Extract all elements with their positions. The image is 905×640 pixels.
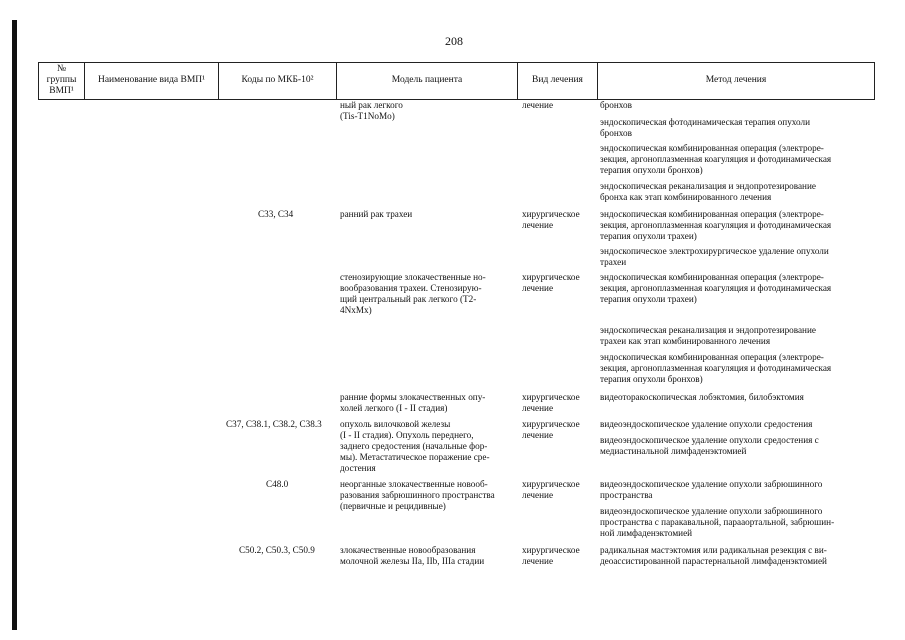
header-top-rule — [38, 62, 875, 63]
method-item: бронхов — [600, 100, 632, 110]
header-model: Модель пациента — [391, 75, 463, 85]
type-cell: хирургическое лечение — [522, 545, 580, 566]
model-cell: опухоль вилочковой железы (I - II стадия). Опухоль переднего, заднего средостения (начальные фор- мы). Метастатическое поражение сре- достения — [340, 419, 490, 473]
type-cell: хирургическое лечение — [522, 272, 580, 293]
method-item: эндоскопическая фотодинамическая терапия опухоли бронхов — [600, 117, 811, 138]
codes-cell: C37, C38.1, C38.2, C38.3 — [226, 419, 322, 429]
type-cell: хирургическое лечение — [522, 392, 580, 413]
header-group: № группы ВМП¹ — [46, 64, 77, 96]
header-name: Наименование вида ВМП¹ — [97, 75, 206, 85]
model-cell: стенозирующие злокачественные но- вообразования трахеи. Стенозирую- щий центральный рак легкого (T2- 4NxMx) — [340, 272, 486, 315]
type-cell: хирургическое лечение — [522, 209, 580, 230]
model-cell: неорганные злокачественные новооб- разования забрюшинного пространства (первичные и рецидивные) — [340, 479, 495, 511]
method-item: видеоэндоскопическое удаление опухоли забрюшинного пространства с паракавальной, парааортальной, забрюшин- ной лимфаденэктомией — [600, 506, 835, 538]
method-item: радикальная мастэктомия или радикальная резекция с ви- деоассистированной парастернальной лимфаденэктомией — [600, 545, 827, 566]
method-item: эндоскопическая комбинированная операция (электроре- зекция, аргоноплазменная коагуляция и фотодинамическая терапия опухоли бронхов) — [600, 352, 832, 384]
left-margin-bar — [12, 20, 17, 630]
method-item: эндоскопическая реканализация и эндопротезирование бронха как этап комбинированного лечения — [600, 181, 816, 202]
method-item: эндоскопическая комбинированная операция (электроре- зекция, аргоноплазменная коагуляция и фотодинамическая терапия опухоли трахеи) — [600, 209, 832, 241]
col-divider — [874, 62, 875, 100]
type-cell: хирургическое лечение — [522, 479, 580, 500]
method-item: видеоэндоскопическое удаление опухоли средостения — [600, 419, 813, 429]
header-method: Метод лечения — [705, 75, 767, 85]
method-item: видеоэндоскопическое удаление опухоли средостения с медиастинальной лимфаденэктомией — [600, 435, 819, 456]
model-cell: ный рак легкого (Tis-T1NoMo) — [340, 100, 403, 121]
model-cell: злокачественные новообразования молочной железы IIa, IIb, IIIa стадии — [340, 545, 485, 566]
model-cell: ранний рак трахеи — [340, 209, 413, 219]
page-number: 208 — [445, 34, 463, 48]
header-type: Вид лечения — [532, 75, 583, 85]
codes-cell: C48.0 — [266, 479, 289, 489]
header-codes: Коды по МКБ-10² — [241, 75, 314, 85]
codes-cell: C50.2, C50.3, C50.9 — [239, 545, 315, 555]
type-cell: лечение — [522, 100, 554, 110]
method-item: эндоскопическая комбинированная операция (электроре- зекция, аргоноплазменная коагуляция и фотодинамическая терапия опухоли трахеи) — [600, 272, 832, 304]
method-item: видеоэндоскопическое удаление опухоли забрюшинного пространства — [600, 479, 823, 500]
codes-cell: C33, C34 — [258, 209, 294, 219]
method-item: эндоскопическая комбинированная операция (электроре- зекция, аргоноплазменная коагуляция и фотодинамическая терапия опухоли бронхов) — [600, 143, 832, 175]
method-item: видеоторакоскопическая лобэктомия, билобэктомия — [600, 392, 804, 402]
method-item: эндоскопическое электрохирургическое удаление опухоли трахеи — [600, 246, 829, 267]
header-bottom-rule — [38, 99, 875, 100]
model-cell: ранние формы злокачественных опу- холей легкого (I - II стадия) — [340, 392, 486, 413]
type-cell: хирургическое лечение — [522, 419, 580, 440]
method-item: эндоскопическая реканализация и эндопротезирование трахеи как этап комбинированного лечения — [600, 325, 816, 346]
